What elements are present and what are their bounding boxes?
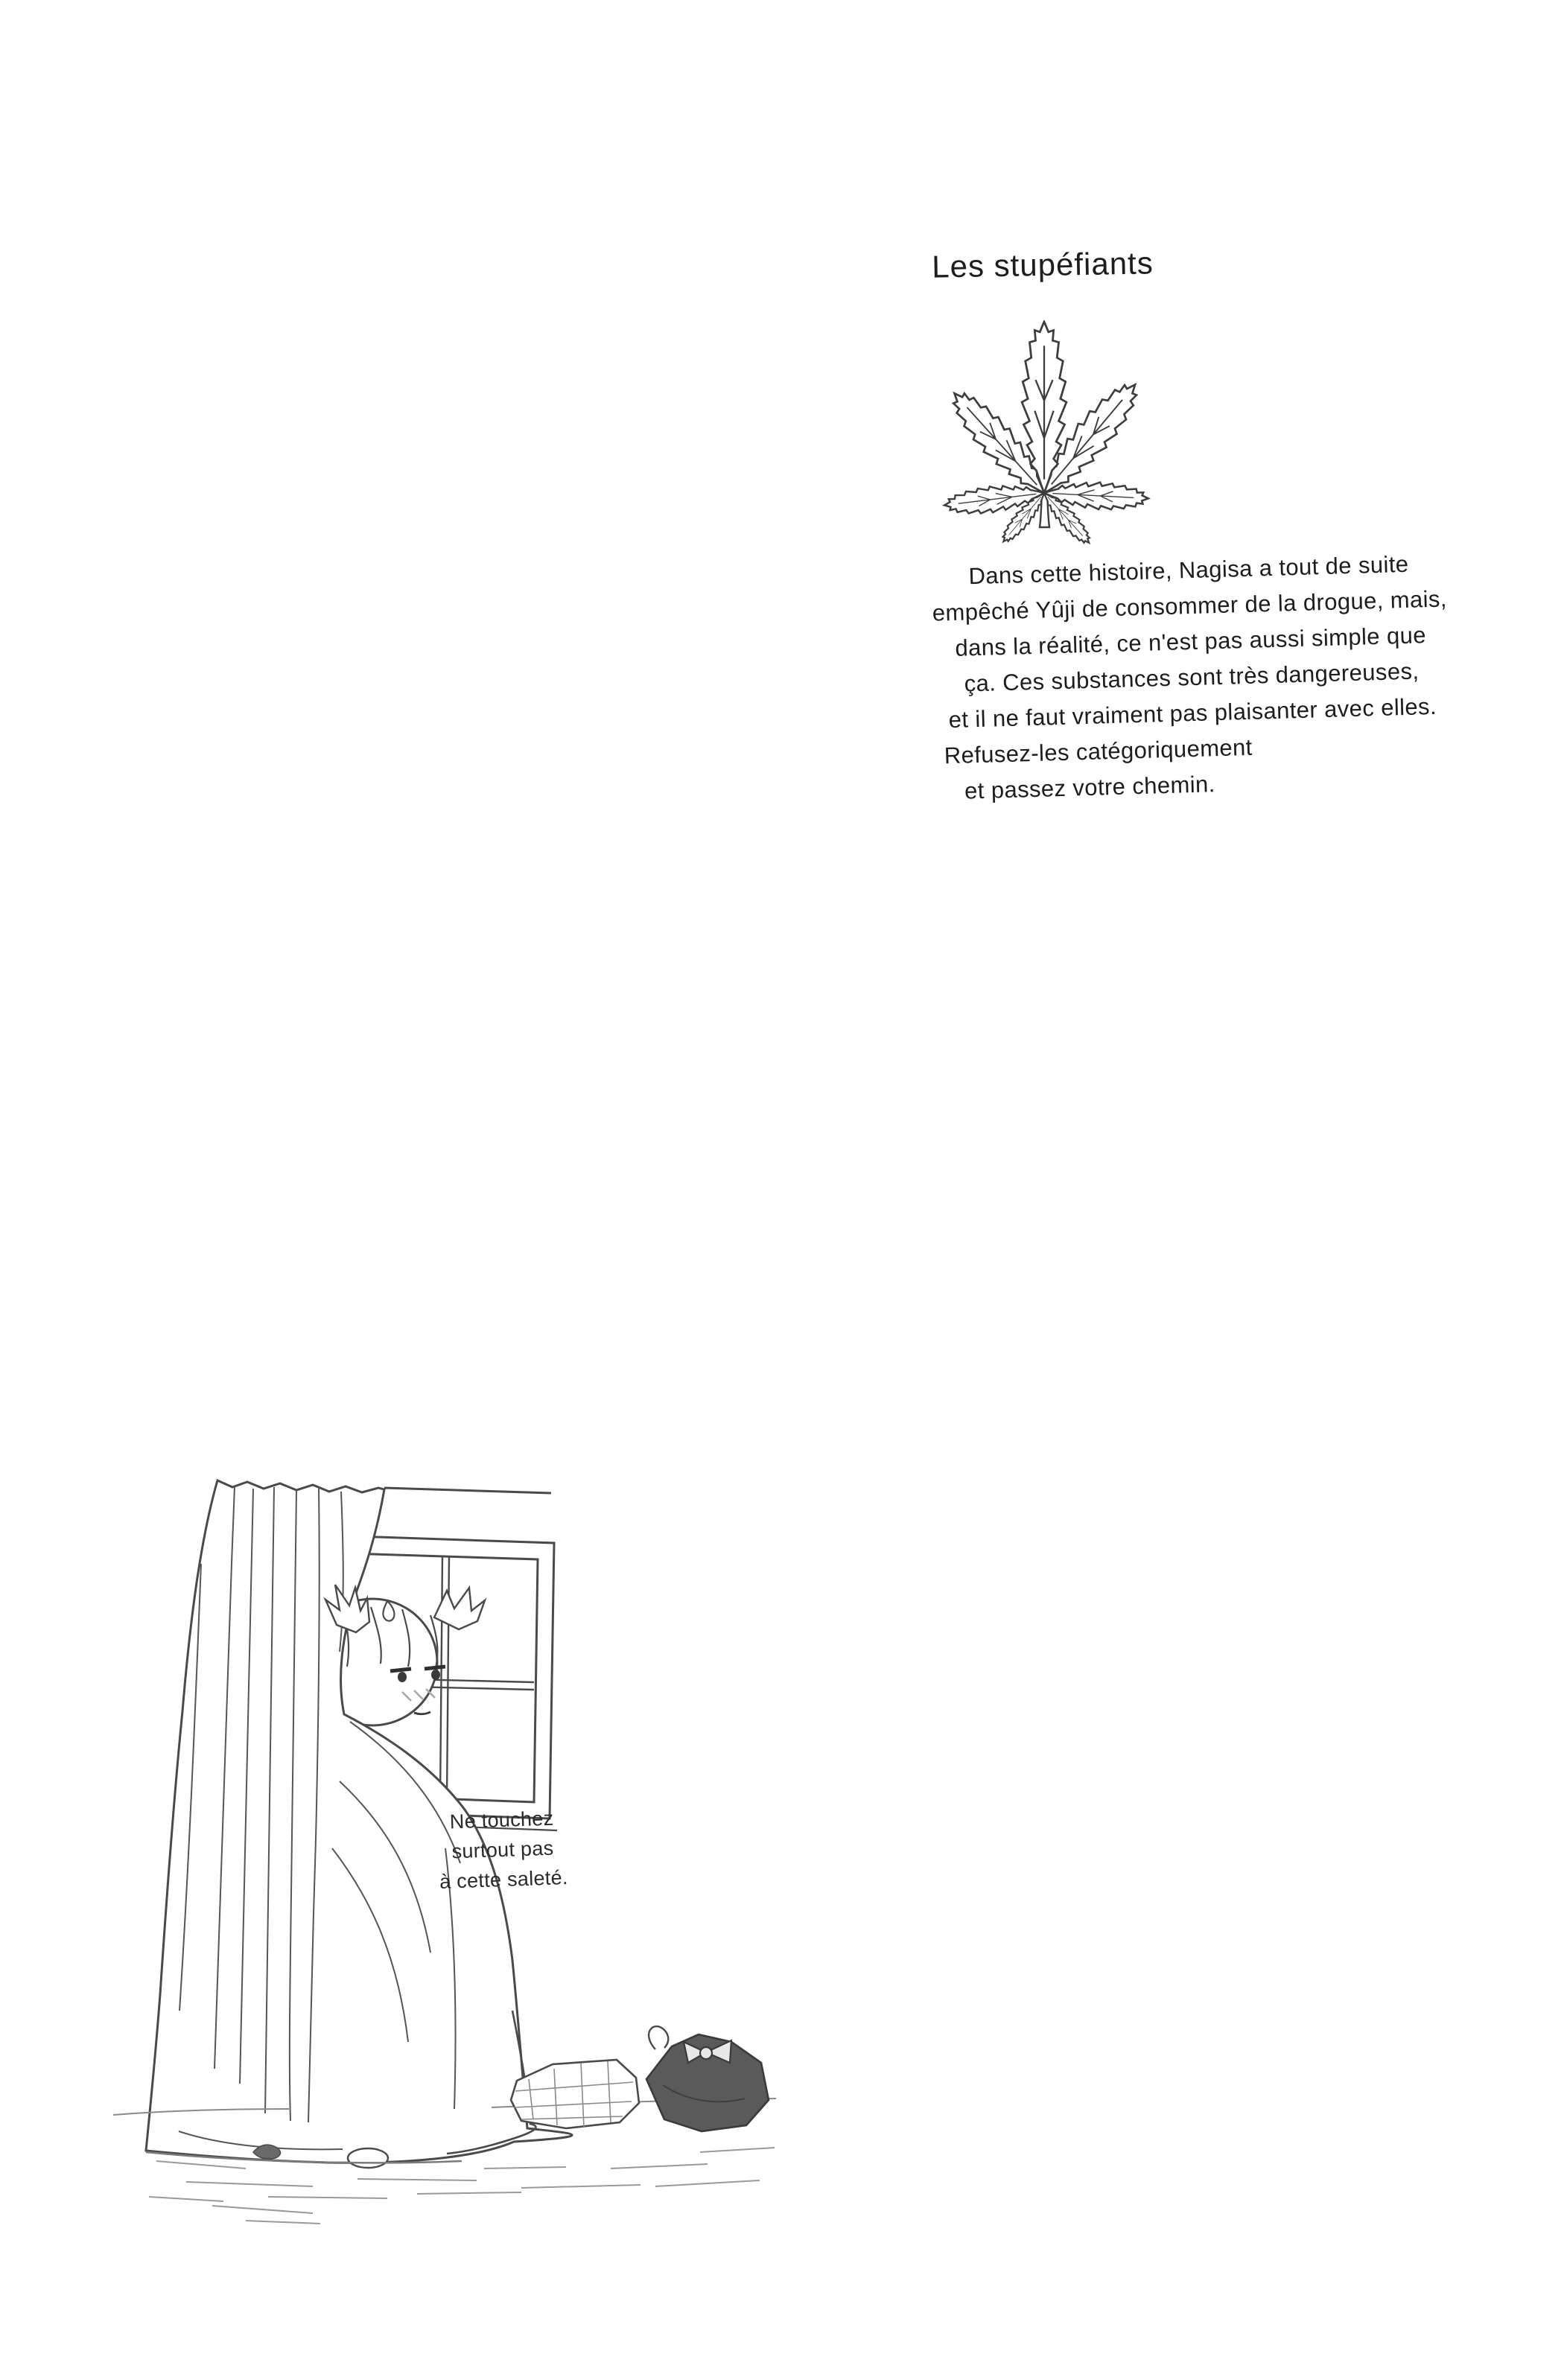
character-mouth — [414, 1712, 430, 1714]
speech-caption — [401, 1801, 605, 1897]
page-title: Les stupéfiants — [931, 245, 1154, 284]
leaf-group — [941, 322, 1149, 549]
caption-line: surtout pas — [451, 1836, 554, 1863]
caption-line: à cette saleté. — [439, 1865, 569, 1893]
note-line: empêché Yûji de consommer de la drogue, mais, — [932, 585, 1448, 626]
cannabis-leaf-illustration — [916, 320, 1184, 566]
note-line: dans la réalité, ce n'est pas aussi simple que — [954, 622, 1427, 661]
note-line: Refusez-les catégoriquement — [944, 734, 1253, 769]
plaid-skirt — [511, 2060, 639, 2128]
caption-line: Ne touchez — [449, 1807, 554, 1833]
curtain-rod-line — [384, 1488, 551, 1493]
collar-loop — [649, 2026, 668, 2049]
note-line: Dans cette histoire, Nagisa a tout de suite — [968, 550, 1409, 590]
note-line: et il ne faut vraiment pas plaisanter avec elles. — [948, 693, 1437, 734]
dark-school-top — [646, 2026, 769, 2131]
note-line: ça. Ces substances sont très dangereuses, — [964, 658, 1420, 697]
note-line: et passez votre chemin. — [964, 771, 1216, 804]
author-note — [894, 544, 1489, 811]
